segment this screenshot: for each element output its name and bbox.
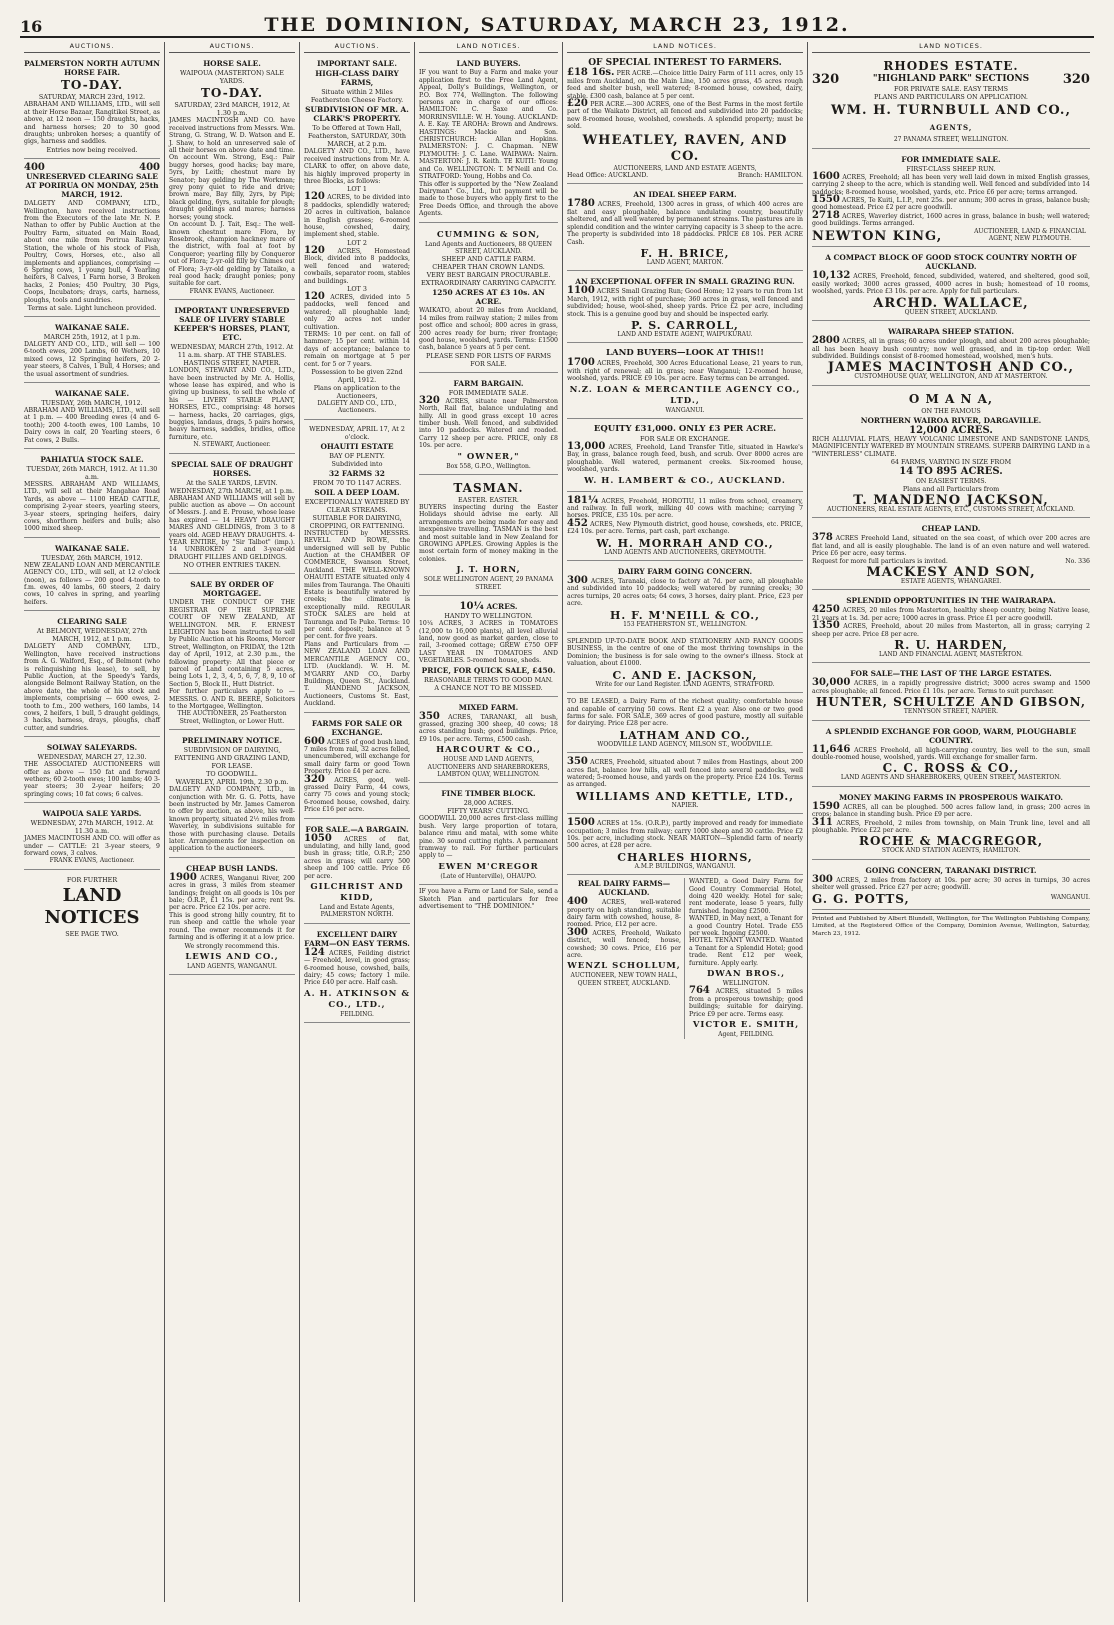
bottom-split (567, 878, 803, 1038)
ad-horotiu-farm: 181¼ ACRES, Freehold, HOROTIU, 11 miles from school, creamery, and railway. In full work, milking 40 cows with machine; carrying 7 horses. PRICE, £35 10s. per acre. 452 ACRES, New Plymouth district, good house, cowsheds, etc. PRICE, £24 10s. per acre. Terms, part cash, part exchange. W. H. MORRAH AND CO., LAND AGENTS AND AUCTIONEERS, GREYMOUTH. (567, 495, 803, 561)
ad-mortgagee-sale: SALE BY ORDER OF MORTGAGEE. UNDER THE CONDUCT OF THE REGISTRAR OF THE SUPREME COURT OF NEW ZEALAND, AT WELLINGTON. MR. F. ERNEST LEIGHTON has been instructed to sell by Public Auction at his Rooms, Mercer Street, Wellington, on FRIDAY, the 12th day of April, 1912, at 2.30 p.m., the following property: All that piece or parcel of Land containing 5 acres, being Lots 1, 2, 3, 4, 5, 6, 7, 8, 9, 10 of Section 5, Block II., Hutt District. For further particulars apply to — MESSRS. O. AND R. BEERE, Solicitors to the Mortgagee, Wellington. THE AUCTIONEER, 25 Featherston Street, Wellington, or Lower Hutt. (169, 577, 295, 730)
column-2 (165, 42, 300, 1602)
ad-wairarapa-opportunities: SPLENDID OPPORTUNITIES IN THE WAIRARAPA. 4250 ACRES, 20 miles from Masterton, healthy sheep country, being Native lease, 21 years at 1s. 3d. per acre; 1000 acres in grass. Price £1 per acre goodwill. 1350 ACRES, Freehold, about 20 miles from Masterton, all in grass; carrying 2 sheep per acre. Price £8 per acre. R. U. HARDEN, LAND AND FINANCIAL AGENT, MASTERTON. (812, 593, 1090, 663)
ad-tasman: TASMAN. EASTER. EASTER. BUYERS inspecting during the Easter Holidays should advise me early. All arrangements are being made for easy and inexpensive travelling. TASMAN is the best and most suitable land in New Zealand for GROWING APPLES. Growing Apples is the most certain form of money making in the colonies. J. T. HORN, SOLE WELLINGTON AGENT, 29 PANAMA STREET. (419, 478, 558, 596)
ad-belmont-clearing-sale: CLEARING SALE At BELMONT, WEDNESDAY, 27th MARCH, 1912, at 1 p.m. DALGETY AND COMPANY, LTD., Wellington, have received instructions from A. G. Walford, Esq., of Belmont (who is relinquishing his lease), to sell, by Public Auction, at the Speedy's Yards, alongside Belmont Railway Station, on the above date, the whole of his stock and implements, comprising — 600 ewes, 2-tooth to f.m., 200 wethers, 160 lambs, 14 cows, 2 heifers, 1 bull, 5 draught geldings, 3 hacks, harness, drays, ploughs, chaff cutter, and sundries. (24, 614, 160, 737)
ad-mixed-farm: MIXED FARM. 350 ACRES, TARANAKI, all bush, grassed, grazing 300 sheep, 40 cows; 18 acres standing bush; good buildings. Price, £9 10s. per acre. Terms, £500 cash. HARCOURT & CO., HOUSE AND LAND AGENTS, AUCTIONEERS AND SHAREBROKERS, LAMBTON QUAY, WELLINGTON. (419, 700, 558, 784)
ad-splendid-exchange: A SPLENDID EXCHANGE FOR GOOD, WARM, PLOUGHABLE COUNTRY. 11,646 ACRES Freehold, all high-carrying country, lies well to the sun, small double-roomed house, woolshed, yards. Will exchange for smaller farm. C. C. ROSS & CO., LAND AGENTS AND SHAREBROKERS, QUEEN STREET, MASTERTON. (812, 724, 1090, 787)
masthead (20, 8, 1094, 38)
ad-dairy-going-concern: DAIRY FARM GOING CONCERN. 300 ACRES, Taranaki, close to factory at 7d. per acre, all ploughable and subdivided into 10 paddocks; well watered by running creeks; 30 acres turnips, 20 acres oats; 64 cows, 3 horses, dairy plant. Price, £23 per acre. H. F. M'NEILL & CO., 153 FEATHERSTON ST., WELLINGTON. (567, 564, 803, 633)
free-advertisement-note: IF you have a Farm or Land for Sale, send a Sketch Plan and particulars for free advertisement to "THE DOMINION." (419, 888, 558, 911)
ad-last-large-estates: FOR SALE—THE LAST OF THE LARGE ESTATES. 30,000 ACRES, in a rapidly progressive district; 3000 acres swamp and 1500 acres ploughable; all fenced. Price £1 10s. per acre. Terms to suit purchaser. HUNTER, SCHULTZE AND GIBSON, TENNYSON STREET, NAPIER. (812, 666, 1090, 720)
ad-ten-acres-wellington: 10¼ ACRES. HANDY TO WELLINGTON. 10¼ ACRES, 3 ACRES in TOMATOES (12,000 to 16,000 plants), all level alluvial land, now good as market garden, close to rail, 3-roomed cottage; GREW £750 OFF LAST YEAR IN TOMATOES AND VEGETABLES. 5-roomed house, sheds. PRICE, FOR QUICK SALE, £450. REASONABLE TERMS TO GOOD MAN. A CHANCE NOT TO BE MISSED. (419, 599, 558, 696)
ad-featherston-dairy-farms: IMPORTANT SALE. HIGH-CLASS DAIRY FARMS, Situate within 2 Miles Featherston Cheese Factory. SUBDIVISION OF MR. A. CLARK'S PROPERTY. To be Offered at Town Hall, Featherston, SATURDAY, 30th MARCH, at 2 p.m. DALGETY AND CO., LTD., have received instructions from Mr. A. CLARK to offer, on above date, his highly improved property in three Blocks, as follows: LOT 1 120 ACRES, to be divided into 8 paddocks, splendidly watered; 20 acres in cultivation, balance in English grasses; 6-roomed house, cowshed, dairy, implement shed, stable. LOT 2 120 ACRES, Homestead Block, divided into 8 paddocks, well fenced and watered; cowbails, separator room, stables and buildings. LOT 3 120 ACRES, divided into 5 paddocks, well fenced and watered; all ploughable land; only 20 acres not under cultivation. TERMS: 10 per cent. on fall of hammer; 15 per cent. within 14 days of acceptance; balance to remain on mortgage at 5 per cent. for 5 or 7 years. Possession to be given 22nd April, 1912. Plans on application to the Auctioneers, DALGETY AND CO., LTD., Auctioneers. (304, 56, 410, 419)
ad-livery-stable-sale: IMPORTANT UNRESERVED SALE OF LIVERY STABLE KEEPER'S HORSES, PLANT, ETC. WEDNESDAY, MARCH 27th, 1912. At 11 a.m. sharp. AT THE STABLES. HASTINGS STREET, NAPIER. LONDON, STEWART AND CO., LTD., have been instructed by Mr. A. Hollis, whose lease has expired, and who is giving up business, to sell the whole of his — LIVERY STABLE PLANT, HORSES, ETC., comprising: 48 horses — harness, hacks, 20 carriages, gigs, buggies, landaus, drags, 5 pairs horses, heavy harness, saddles, bridles, office furniture, etc. N. STEWART, Auctioneer. (169, 303, 295, 453)
ad-solway-saleyards: SOLWAY SALEYARDS. WEDNESDAY, MARCH 27, 12.30. THE ASSOCIATED AUCTIONEERS will offer as above — 150 fat and forward wethers; 60 2-tooth ewes; 100 lambs; 40 3-year steers; 30 2-year heifers; 20 springing cows; 10 fat cows; 6 calves. (24, 740, 160, 803)
ad-porirua-clearing-sale: 400 400 UNRESERVED CLEARING SALE AT PORIRUA ON MONDAY, 25th MARCH, 1912. DALGETY AND COMPANY, LTD., Wellington, have received instructions from the Executors of the late Mr. N. P. Nathan to offer by Public Auction at the Poultry Farm, situated on Main Road, about one mile from Porirua Railway Station, the whole of his stock of Fish, Poultry, Cows, Horses, etc., also all implements and appliances, comprising — 6 Spring cows, 1 young bull, 4 Yearling heifers, 8 Calves, 1 Farm horse, 3 Broken hacks, 2 Ponies; 450 Poultry, 30 Pigs, Coops, Incubators; drays, carts, harness, ploughs, tools and sundries. Terms at sale. Light luncheon provided. (24, 162, 160, 317)
ad-hotel-wanted: WANTED, a Good Dairy Farm for Good Country Commercial Hotel, doing 420 weekly. Hotel for sale; rent moderate, lease 5 years, fully furnished. Ingoing £2500. WANTED, in May next, a Tenant for a good Country Hotel. Trade £55 per week. Ingoing £2500. HOTEL TENANT WANTED. Wanted a Tenant for a Splendid Hotel; good trade. Rent £12 per week, furniture. Apply early. DWAN BROS., WELLINGTON. 764 ACRES, situated 5 miles from a prosperous township; good buildings; suitable for dairying. Price £9 per acre. Terms easy. VICTOR E. SMITH, Agent, FEILDING. (689, 878, 803, 1039)
ad-cheap-bush-lands: CHEAP BUSH LANDS. 1900 ACRES, Wanganui River, 200 acres in grass, 3 miles from steamer landings; freight on all goods is 10s per bale; O.R.P., £1 15s. per acre; rent 9s. per acre. Price £2 10s. per acre. This is good strong hilly country, fit to run sheep and cattle the whole year round. The owner recommends it for farming and is offering it at a low price. We strongly recommend this. LEWIS AND CO., LAND AGENTS, WANGANUI. (169, 861, 295, 975)
column-5-header: LAND NOTICES. (567, 42, 803, 53)
column-3 (300, 42, 415, 1602)
ad-waikanae-sale-2: WAIKANAE SALE. TUESDAY, 26th MARCH, 1912. ABRAHAM AND WILLIAMS, LTD., will sell at 1 p.m. — 400 Breeding ewes (4 and 6-tooth); 200 4-tooth ewes, 100 Lambs, 10 Dairy cows in calf, 20 Yearling steers, 6 Fat cows, 2 Bulls. (24, 386, 160, 449)
ad-draught-horses-levin: SPECIAL SALE OF DRAUGHT HORSES. At the SALE YARDS, LEVIN. WEDNESDAY, 27th MARCH, at 1 p.m. ABRAHAM AND WILLIAMS will sell by public auction as above — On account of Messrs. J. and E. Prouse, whose lease has expired — 14 HEAVY DRAUGHT MARES AND GELDINGS, from 3 to 8 years old. AGED HEAVY DRAUGHTS. 4-YEAR ENTIRE, by "Sir Talbot" (imp.). 14 UNBROKEN 2 and 3-year-old DRAUGHT FILLIES AND GELDINGS. NO OTHER ENTRIES TAKEN. (169, 457, 295, 575)
ad-special-interest-farmers: OF SPECIAL INTEREST TO FARMERS. £18 16s. PER ACRE.—Choice little Dairy Farm of 111 acres, only 15 miles from Auckland, on the Main Line, 150 acres grass, 45 acres rough feed and shelter bush, well watered; 8-roomed house, cowshed, dairy, stable. £300 cash, balance at 5 per cent. £20 PER ACRE.—300 ACRES, one of the Best Farms in the most fertile part of the Waikato District, all fenced and subdivided into 20 paddocks; new 8-roomed house, woolshed, cowsheds. A splendid property; must be sold. WHEATLEY, RAVEN, AND CO. AUCTIONEERS, LAND AND ESTATE AGENTS, Head Office: AUCKLAND. Branch: HAMILTON. (567, 56, 803, 184)
page-number: 16 (20, 17, 43, 36)
ad-rhodes-estate: RHODES ESTATE. 320 "HIGHLAND PARK" SECTIONS 320 FOR PRIVATE SALE. EASY TERMS PLANS AND PARTICULARS ON APPLICATION. WM. H. TURNBULL AND CO., AGENTS, 27 PANAMA STREET, WELLINGTON. (812, 56, 1090, 148)
ad-farms-for-exchange: FARMS FOR SALE OR EXCHANGE. 600 ACRES of good bush land, 7 miles from rail, 32 acres felled, unencumbered, will exchange for small dairy farm or good Town Property. Price £4 per acre. 320 ACRES, good, well-grassed Dairy Farm, 44 cows, carry 75 cows and young stock; 6-roomed house, cowshed, dairy. Price £16 per acre. (304, 716, 410, 819)
ad-small-grazing-run: AN EXCEPTIONAL OFFER IN SMALL GRAZING RUN. 1100 ACRES Small Grazing Run; Good Home; 12 years to run from 1st March, 1912, with right of purchase; 360 acres in grass, well fenced and subdivided; house, wool-shed, sheep yards. Price £2 per acre, including stock. This is a genuine good buy and should be inspected early. P. S. CARROLL, LAND AND ESTATE AGENT, WAIPUKURAU. (567, 274, 803, 343)
newspaper-title: THE DOMINION, SATURDAY, MARCH 23, 1912. (264, 14, 850, 36)
ad-land-buyers: LAND BUYERS. IF you want to Buy a Farm and make your application first to the Free Land Agent, Appeal, Dolly's Buildings, Wellington, or P.O. Box 774, Wellington. The following persons are in charge of our offices: HAMILTON: C. Saxe and Co. MORRINSVILLE: W. H. Young. AUCKLAND: A. E. Kay. TE AROHA: Brown and Andrews. HASTINGS: Mackie and Son. CHRISTCHURCH: Allan Hopkins. PALMERSTON: J. C. Chapman. NEW PLYMOUTH: J. C. Lane. WAIPAWA: Nairn. MASTERTON: J. R. Keith. TE KUITI: Young and Co. WELLINGTON: T. M'Neill and Co. STRATFORD: Young, Hobbs and Co. This offer is supported by the "New Zealand Dairyman" Co., Ltd., but payment will be made to those buyers who apply first to the Free Deeds Office, and through the above Agents. (419, 56, 558, 222)
ad-real-dairy-farms: REAL DAIRY FARMS—AUCKLAND. 400 ACRES, well-watered property on high standing, suitable dairy farm with cowshed, house, 8-roomed. Price, £12 per acre. 300 ACRES, Freehold, Waikato district, well fenced; house, cowshed; 30 cows. Price, £16 per acre. WENZL SCHOLLUM, AUCTIONEER, NEW TOWN HALL, QUEEN STREET, AUCKLAND. (567, 878, 685, 1038)
column-1-header: AUCTIONS. (24, 42, 160, 53)
ad-preliminary-notice: PRELIMINARY NOTICE. SUBDIVISION OF DAIRYING, FATTENING AND GRAZING LAND, FOR LEASE. TO GOODWILL. WAVERLEY, APRIL 19th, 2.30 p.m. DALGETY AND COMPANY, LTD., in conjunction with Mr. G. G. Potts, have been instructed by Mr. James Cameron to offer by auction, as above, his well-known property, situated 2½ miles from Waverley, in subdivisions suitable for those with purchasing clause. Details later. Arrangements for inspection on application to the auctioneers. (169, 733, 295, 858)
column-1 (20, 42, 165, 1602)
ad-farm-bargain: FARM BARGAIN. FOR IMMEDIATE SALE. 320 ACRES, situate near Palmerston North, Rail flat, balance undulating and hilly. All in good grass except 10 acres timber bush. Well fenced, and subdivided into 10 paddocks. Watered and roaded. Carry 12 sheep per acre. PRICE, only £8 10s. per acre. " OWNER," Box 558, G.P.O., Wellington. (419, 376, 558, 475)
ad-equity-31000: EQUITY £31,000. ONLY £3 PER ACRE. FOR SALE OR EXCHANGE. 13,000 ACRES, Freehold, Land Transfer Title, situated in Hawke's Bay, in grass, balance rough feed, bush, and scrub. Over 8000 acres are ploughable. Well watered, permanent creeks. Six-roomed house, woolshed, yards. W. H. LAMBERT & CO., AUCKLAND. (567, 422, 803, 492)
ad-omana: O M A N A, ON THE FAMOUS NORTHERN WAIROA RIVER, DARGAVILLE. 12,000 ACRES. RICH ALLUVIAL FLATS, HEAVY VOLCANIC LIMESTONE AND SANDSTONE LANDS, MAGNIFICENTLY WATERED BY MOUNTAIN STREAMS. SUPERB DAIRYING LAND in a "WINTERLESS" CLIMATE. 64 FARMS, VARYING IN SIZE FROM 14 TO 895 ACRES. ON EASIEST TERMS. Plans and all Particulars from T. MANDENO JACKSON, AUCTIONEERS, REAL ESTATE AGENTS, ETC., CUSTOMS STREET, AUCKLAND. (812, 389, 1090, 519)
land-notices-pointer: FOR FURTHER LAND NOTICES SEE PAGE TWO. (44, 875, 140, 938)
column-4-header: LAND NOTICES. (419, 42, 558, 53)
ad-dairy-farm-easy-terms: EXCELLENT DAIRY FARM—ON EASY TERMS. 124 ACRES, Feilding district — Freehold, level, in good grass; 6-roomed house, cowshed, bails, dairy; 45 cows; factory 1 mile. Price £40 per acre. Half cash. A. H. ATKINSON & CO., LTD., FEILDING. (304, 927, 410, 1023)
ad-waikanae-sale-3: WAIKANAE SALE. TUESDAY, 26th MARCH, 1912. NEW ZEALAND LOAN AND MERCANTILE AGENCY CO., LTD., will sell, at 12 o'clock (noon), as follows — 200 good 4-tooth to f.m. ewes, 40 lambs, 60 steers, 2 dairy cows, 10 calves in spring, and yearling heifers. (24, 541, 160, 611)
ad-stationery-business: SPLENDID UP-TO-DATE BOOK AND STATIONERY AND FANCY GOODS BUSINESS, in the centre of one of the most thriving townships in the Dominion; the business is for sale owing to the owner's illness. Stock at valuation, about £1000. C. AND E. JACKSON, Write for our Land Register. LAND AGENTS, STRATFORD. (567, 636, 803, 693)
ad-ohauiti-estate: WEDNESDAY, APRIL 17, At 2 o'clock. OHAUITI ESTATE BAY OF PLENTY. Subdivided into 32 FARMS 32 FROM 70 TO 1147 ACRES. SOIL A DEEP LOAM. EXCEPTIONALLY WATERED BY CLEAR STREAMS. SUITABLE FOR DAIRYING, CROPPING, OR FATTENING. INSTRUCTED by MESSRS. REVELL AND ROWE, the undersigned will sell by Public Auction at the CHAMBER OF COMMERCE, Swanson Street, Auckland. THE WELL-KNOWN OHAUITI ESTATE situated only 4 miles from Tauranga. The Ohauiti Estate is beautifully watered by creeks; the climate is exceptionally mild. REGULAR STOCK SALES are held at Tauranga and Te Puke. Terms: 10 per cent. deposit; balance at 5 per cent. for five years. Plans and Particulars from — NEW ZEALAND LOAN AND MERCANTILE AGENCY CO., LTD. (Auckland). W. H. M. M'GARRY AND CO., Darby Buildings, Queen St., Auckland. T. MANDENO JACKSON, Auctioneers, Customs St. East, Auckland. (304, 423, 410, 713)
columns (20, 42, 1094, 1602)
ad-dairy-lease: TO BE LEASED, a Dairy Farm of the richest quality; comfortable house and capable of carrying 50 cows. Rent £2 a year. Also one or two good farms for sale. FOR SALE, 369 acres of good pasture, mostly all suitable for dairying. Price £28 per acre. LATHAM AND CO., WOODVILLE LAND AGENCY, MILSON ST., WOODVILLE. (567, 696, 803, 753)
printer-imprint: Printed and Published by Albert Blundell, Wellington, for The Wellington Publishing Company, Limited, at the Registered Office of the Company, Dominion Avenue, Wellington, Saturday, March 23, 1912. (812, 913, 1090, 938)
ad-palmerston-horse-fair: PALMERSTON NORTH AUTUMN HORSE FAIR. TO-DAY. SATURDAY, MARCH 23rd, 1912. ABRAHAM AND WILLIAMS, LTD., will sell at their Horse Bazaar, Rangitikei Street, as above, at 12 noon — 150 draughts, hacks, and harness horses; 20 to 30 good draughts; unbroken horses; a quantity of gigs, harness and saddles. Entries now being received. (24, 56, 160, 158)
ad-bargain-sale: FOR SALE.—A BARGAIN. 1050 ACRES of flat, undulating, and hilly land, good bush in grass; title, O.R.P.; 250 acres in grass; will carry 500 sheep and 100 cattle. Price £6 per acre. GILCHRIST AND KIDD, Land and Estate Agents, PALMERSTON NORTH. (304, 822, 410, 924)
ad-taranaki-going-concern: GOING CONCERN, TARANAKI DISTRICT. 300 ACRES, 2 miles from factory at 10s. per acre; 30 acres in turnips, 30 acres shelter well grassed. Price £27 per acre; goodwill. G. G. POTTS, WANGANUI. (812, 863, 1090, 910)
column-6-header: LAND NOTICES. (812, 42, 1090, 53)
ad-land-buyers-look: LAND BUYERS—LOOK AT THIS!! 1700 ACRES, Freehold, 300 Acres Educational Lease, 21 years to run, with right of renewal; all in grass; near Wanganui; 12-roomed house, woolshed, yards. PRICE £9 10s. per acre. Easy terms can be arranged. N.Z. LOAN & MERCANTILE AGENCY CO., LTD., WANGANUI. (567, 346, 803, 419)
ad-ideal-sheep-farm: AN IDEAL SHEEP FARM. 1780 ACRES, Freehold, 1300 acres in grass, of which 400 acres are flat and easy ploughable, balance undulating country, beautifully sheltered, and all well watered by permanent streams. The pastures are in splendid condition and the winter carrying capacity is 3 sheep to the acre. The property is subdivided into 18 paddocks. PRICE £8 10s. PER ACRE Cash. F. H. BRICE, LAND AGENT, MARTON. (567, 187, 803, 271)
column-4 (415, 42, 563, 1602)
ad-fine-timber-block: FINE TIMBER BLOCK. 28,000 ACRES. FIFTY YEARS' CUTTING. GOODWILL 20,000 acres first-class milling bush. Very large proportion of totara, balance rimu and matai, with some white pine. 30 sound cutting rights. A permanent tramway to rail. For further particulars apply to — EWEN M'CREGOR (Late of Hunterville), OHAUPO. (419, 786, 558, 885)
column-5 (563, 42, 808, 1602)
column-2-header: AUCTIONS. (169, 42, 295, 53)
ad-compact-block-auckland: A COMPACT BLOCK OF GOOD STOCK COUNTRY NORTH OF AUCKLAND. 10,132 ACRES, Freehold, fenced, subdivided, watered, and sheltered, good soil, easily worked; 3000 acres grassed, 4000 acres in bush; homestead of 10 rooms, woolshed, yards. Price £3 10s. per acre. Apply for full particulars. ARCHD. WALLACE, QUEEN STREET, AUCKLAND. (812, 250, 1090, 321)
ad-pahiatua-stock-sale: PAHIATUA STOCK SALE. TUESDAY, 26th MARCH, 1912. At 11.30 a.m. MESSRS. ABRAHAM AND WILLIAMS, LTD., will sell at their Mangahao Road Yards, as above — 1100 HEAD CATTLE, comprising 2-year steers, yearling steers, 3-year steers, springing heifers, dairy cows, shorthorn heifers and bulls; also 1000 mixed sheep. (24, 452, 160, 538)
ad-waikanae-sale-1: WAIKANAE SALE. MARCH 25th, 1912, at 1 p.m. DALGETY AND CO., LTD., will sell — 100 6-tooth ewes, 200 Lambs, 60 Wethers, 10 mixed cows, 12 Springing heifers, 20 2-year steers, 8 Calves, 1 Bull, 4 Horses; and the usual assortment of sundries. (24, 320, 160, 383)
ad-waikato-farms: MONEY MAKING FARMS IN PROSPEROUS WAIKATO. 1590 ACRES, all can be ploughed. 500 acres fallow land, in grass; 200 acres in crops; balance in standing bush. Price £9 per acre. 311 ACRES, Freehold, 2 miles from township, on Main Trunk line, level and all ploughable. Price £22 per acre. ROCHE & MACGREGOR, STOCK AND STATION AGENTS, HAMILTON. (812, 790, 1090, 860)
ad-wairarapa-sheep-station: WAIRARAPA SHEEP STATION. 2800 ACRES, all in grass; 60 acres under plough, and about 200 acres ploughable; all has been heavy bush country; now well grassed, and in tip-top order. Well subdivided. Buildings consist of 8-roomed homestead, woolshed, men's huts. JAMES MACINTOSH AND CO., CUSTOMHOUSE QUAY, WELLINGTON, AND AT MASTERTON. (812, 324, 1090, 386)
ad-cheap-land: CHEAP LAND. 378 ACRES Freehold Land, situated on the sea coast, of which over 200 acres are flat land, and all is easily ploughable. The land is of an even nature and well watered. Price £6 per acre, easy terms. Request for more full particulars is invited. No. 336 MACKESY AND SON, ESTATE AGENTS, WHANGAREI. (812, 521, 1090, 590)
ad-hastings-freehold: 350 ACRES, Freehold, situated about 7 miles from Hastings, about 200 acres flat, balance low hills, all well fenced into several paddocks, well watered; 5-roomed house, and yards on the property. Price £24 10s. Terms as arranged. WILLIAMS AND KETTLE, LTD., NAPIER. (567, 756, 803, 814)
column-6 (808, 42, 1094, 1602)
column-3-header: AUCTIONS. (304, 42, 410, 53)
ad-waipoua-horse-sale: HORSE SALE. WAIPOUA (MASTERTON) SALE YARDS. TO-DAY. SATURDAY, 23rd MARCH, 1912, At 1.30 p.m. JAMES MACINTOSH AND CO. have received instructions from Messrs. Wm. Strang, G. Strang, W. D. Watson and E. J. Shaw, to hold an unreserved sale of all their horses on above date and time. On account Wm. Strong, Esq.: Pair buggy horses, good hacks; bay mare, 5yrs, by Leith; chestnut mare by Senator; bay gelding by The Workman; grey pony quiet to ride and drive; brown mare, Bay filly, 2yrs, by Pipi; black gelding, 6yrs, suitable for plough; draught geldings and mares; harness horses; young stock. On account D. J. Tait, Esq.: The well-known chestnut mare Flora, by Rosebrook, champion hackney mare of the district, with foal at foot by Conqueror; yearling filly by Conqueror out of Flora; 2-yr-old filly by Chimes out of Flora; 3-yr-old gelding by Tataiko, a real good hack; draught ponies; pony suitable for cart. FRANK EVANS, Auctioneer. (169, 56, 295, 300)
ad-marton-farms: 1500 ACRES at 15s. (O.R.P.), partly improved and ready for immediate occupation; 3 miles from railway; carry 1000 sheep and 30 cattle. Price £2 10s. per acre, including stock. NEAR MARTON—Splendid farm of nearly 500 acres, at £28 per acre. CHARLES HIORNS, A.M.P. BUILDINGS, WANGANUI. (567, 817, 803, 875)
ad-first-class-sheep-run: FOR IMMEDIATE SALE. FIRST-CLASS SHEEP RUN. 1600 ACRES, Freehold; all has been very well laid down in mixed English grasses, carrying 2 sheep to the acre, which is standing well. Well fenced and subdivided into 14 paddocks; 8-roomed house, woolshed, yards, etc. Price £6 per acre; terms arranged. 1550 ACRES, Te Kuiti, L.I.P., rent 25s. per annum; 300 acres in grass, balance bush; good homestead. Price £2 per acre goodwill. 2718 ACRES, Waverley district, 1600 acres in grass, balance in bush; well watered; good buildings. Terms arranged. NEWTON KING, AUCTIONEER, LAND & FINANCIAL AGENT, NEW PLYMOUTH. (812, 152, 1090, 248)
ad-waipoua-sale-yards: WAIPOUA SALE YARDS. WEDNESDAY, 27th MARCH, 1912. At 11.30 a.m. JAMES MACINTOSH AND CO. will offer as under — CATTLE: 21 3-year steers, 9 forward cows, 3 calves. FRANK EVANS, Auctioneer. (24, 806, 160, 870)
ad-cumming-and-son: CUMMING & SON, Land Agents and Auctioneers, 88 QUEEN STREET, AUCKLAND. SHEEP AND CATTLE FARM. CHEAPER THAN CROWN LANDS. VERY BEST BARGAIN PROCURABLE. EXTRAORDINARY CARRYING CAPACITY. 1250 ACRES AT £3 10s. AN ACRE. WAIKATO, about 20 miles from Auckland, 14 miles from railway station; 2 miles from post office and school; 800 acres in grass, 200 acres ready for burn; river frontage; good house, woolshed, yards. Terms: £1500 cash, balance 5 years at 5 per cent. PLEASE SEND FOR LISTS OF FARMS FOR SALE. (419, 226, 558, 373)
